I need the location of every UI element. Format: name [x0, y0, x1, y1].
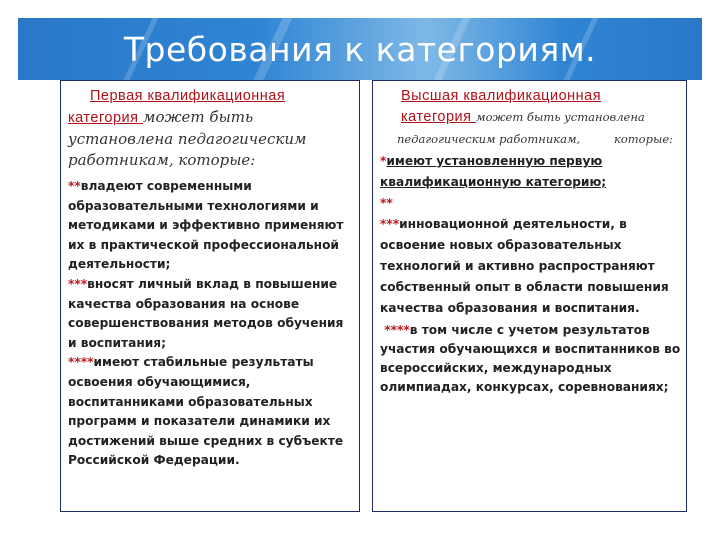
- left-heading-line2: [68, 106, 353, 129]
- requirement-marker: *: [380, 154, 387, 168]
- left-requirement-item: [68, 275, 353, 353]
- requirement-text: в том числе с учетом результатов участия обучающихся и воспитанников во всероссийских, международных олимпиадах, конкурсах, соревнованиях;: [380, 323, 681, 394]
- requirement-marker: **: [68, 179, 81, 193]
- right-italic-line2-a: педагогическим работникам,: [397, 132, 581, 146]
- left-heading-text: Первая квалификационная: [90, 88, 286, 104]
- right-italic-intro: может быть установлена: [476, 110, 645, 124]
- left-italic-line3: работникам, которые:: [68, 151, 256, 169]
- requirement-marker: ***: [68, 276, 88, 291]
- first-category-column: [60, 80, 360, 512]
- requirement-text: владеют современными образовательными технологиями и методиками и эффективно применяют их в практической профессиональной деятельности;: [68, 179, 344, 272]
- right-italic-line2: [380, 127, 682, 151]
- requirement-text: имеют установленную первую квалификационную категорию;: [380, 154, 607, 189]
- highest-category-column: [372, 80, 687, 512]
- title-banner: [18, 18, 702, 80]
- right-requirement-item: [380, 214, 682, 319]
- right-heading-text: Высшая квалификационная: [401, 88, 602, 104]
- right-requirement-item: [380, 151, 682, 193]
- page-title: Требования к категориям.: [123, 29, 597, 69]
- requirement-marker: ****: [380, 323, 410, 337]
- left-heading-word: категория: [68, 110, 144, 126]
- requirement-marker: ****: [68, 355, 94, 370]
- requirement-marker: **: [380, 196, 393, 210]
- requirement-text: вносят личный вклад в повышение качества образования на основе совершенствования методов обучения и воспитания;: [68, 276, 344, 350]
- right-requirements-list: [380, 151, 682, 397]
- right-requirement-item: [380, 193, 682, 214]
- right-heading-line1: [380, 85, 682, 106]
- left-requirements-list: [68, 177, 353, 471]
- left-italic-line2: установлена педагогическим: [68, 130, 307, 148]
- right-italic-line2-b: которые:: [613, 132, 673, 146]
- left-requirement-item: [68, 353, 353, 471]
- right-heading-line2: [380, 106, 682, 127]
- right-heading-word: категория: [401, 109, 477, 125]
- left-italic-intro: может быть: [143, 108, 254, 126]
- left-heading-line1: [68, 85, 353, 106]
- requirement-text: имеют стабильные результаты освоения обучающимися, воспитанниками образовательных программ и показатели динамики их достижений выше средних в субъекте Российской Федерации.: [68, 355, 344, 468]
- left-requirement-item: [68, 177, 353, 275]
- requirement-text: инновационной деятельности, в освоение новых образовательных технологий и активно распространяют собственный опыт в области повышения качества образования и воспитания.: [380, 217, 669, 315]
- right-requirement-item: [380, 321, 682, 397]
- requirement-marker: ***: [380, 217, 400, 231]
